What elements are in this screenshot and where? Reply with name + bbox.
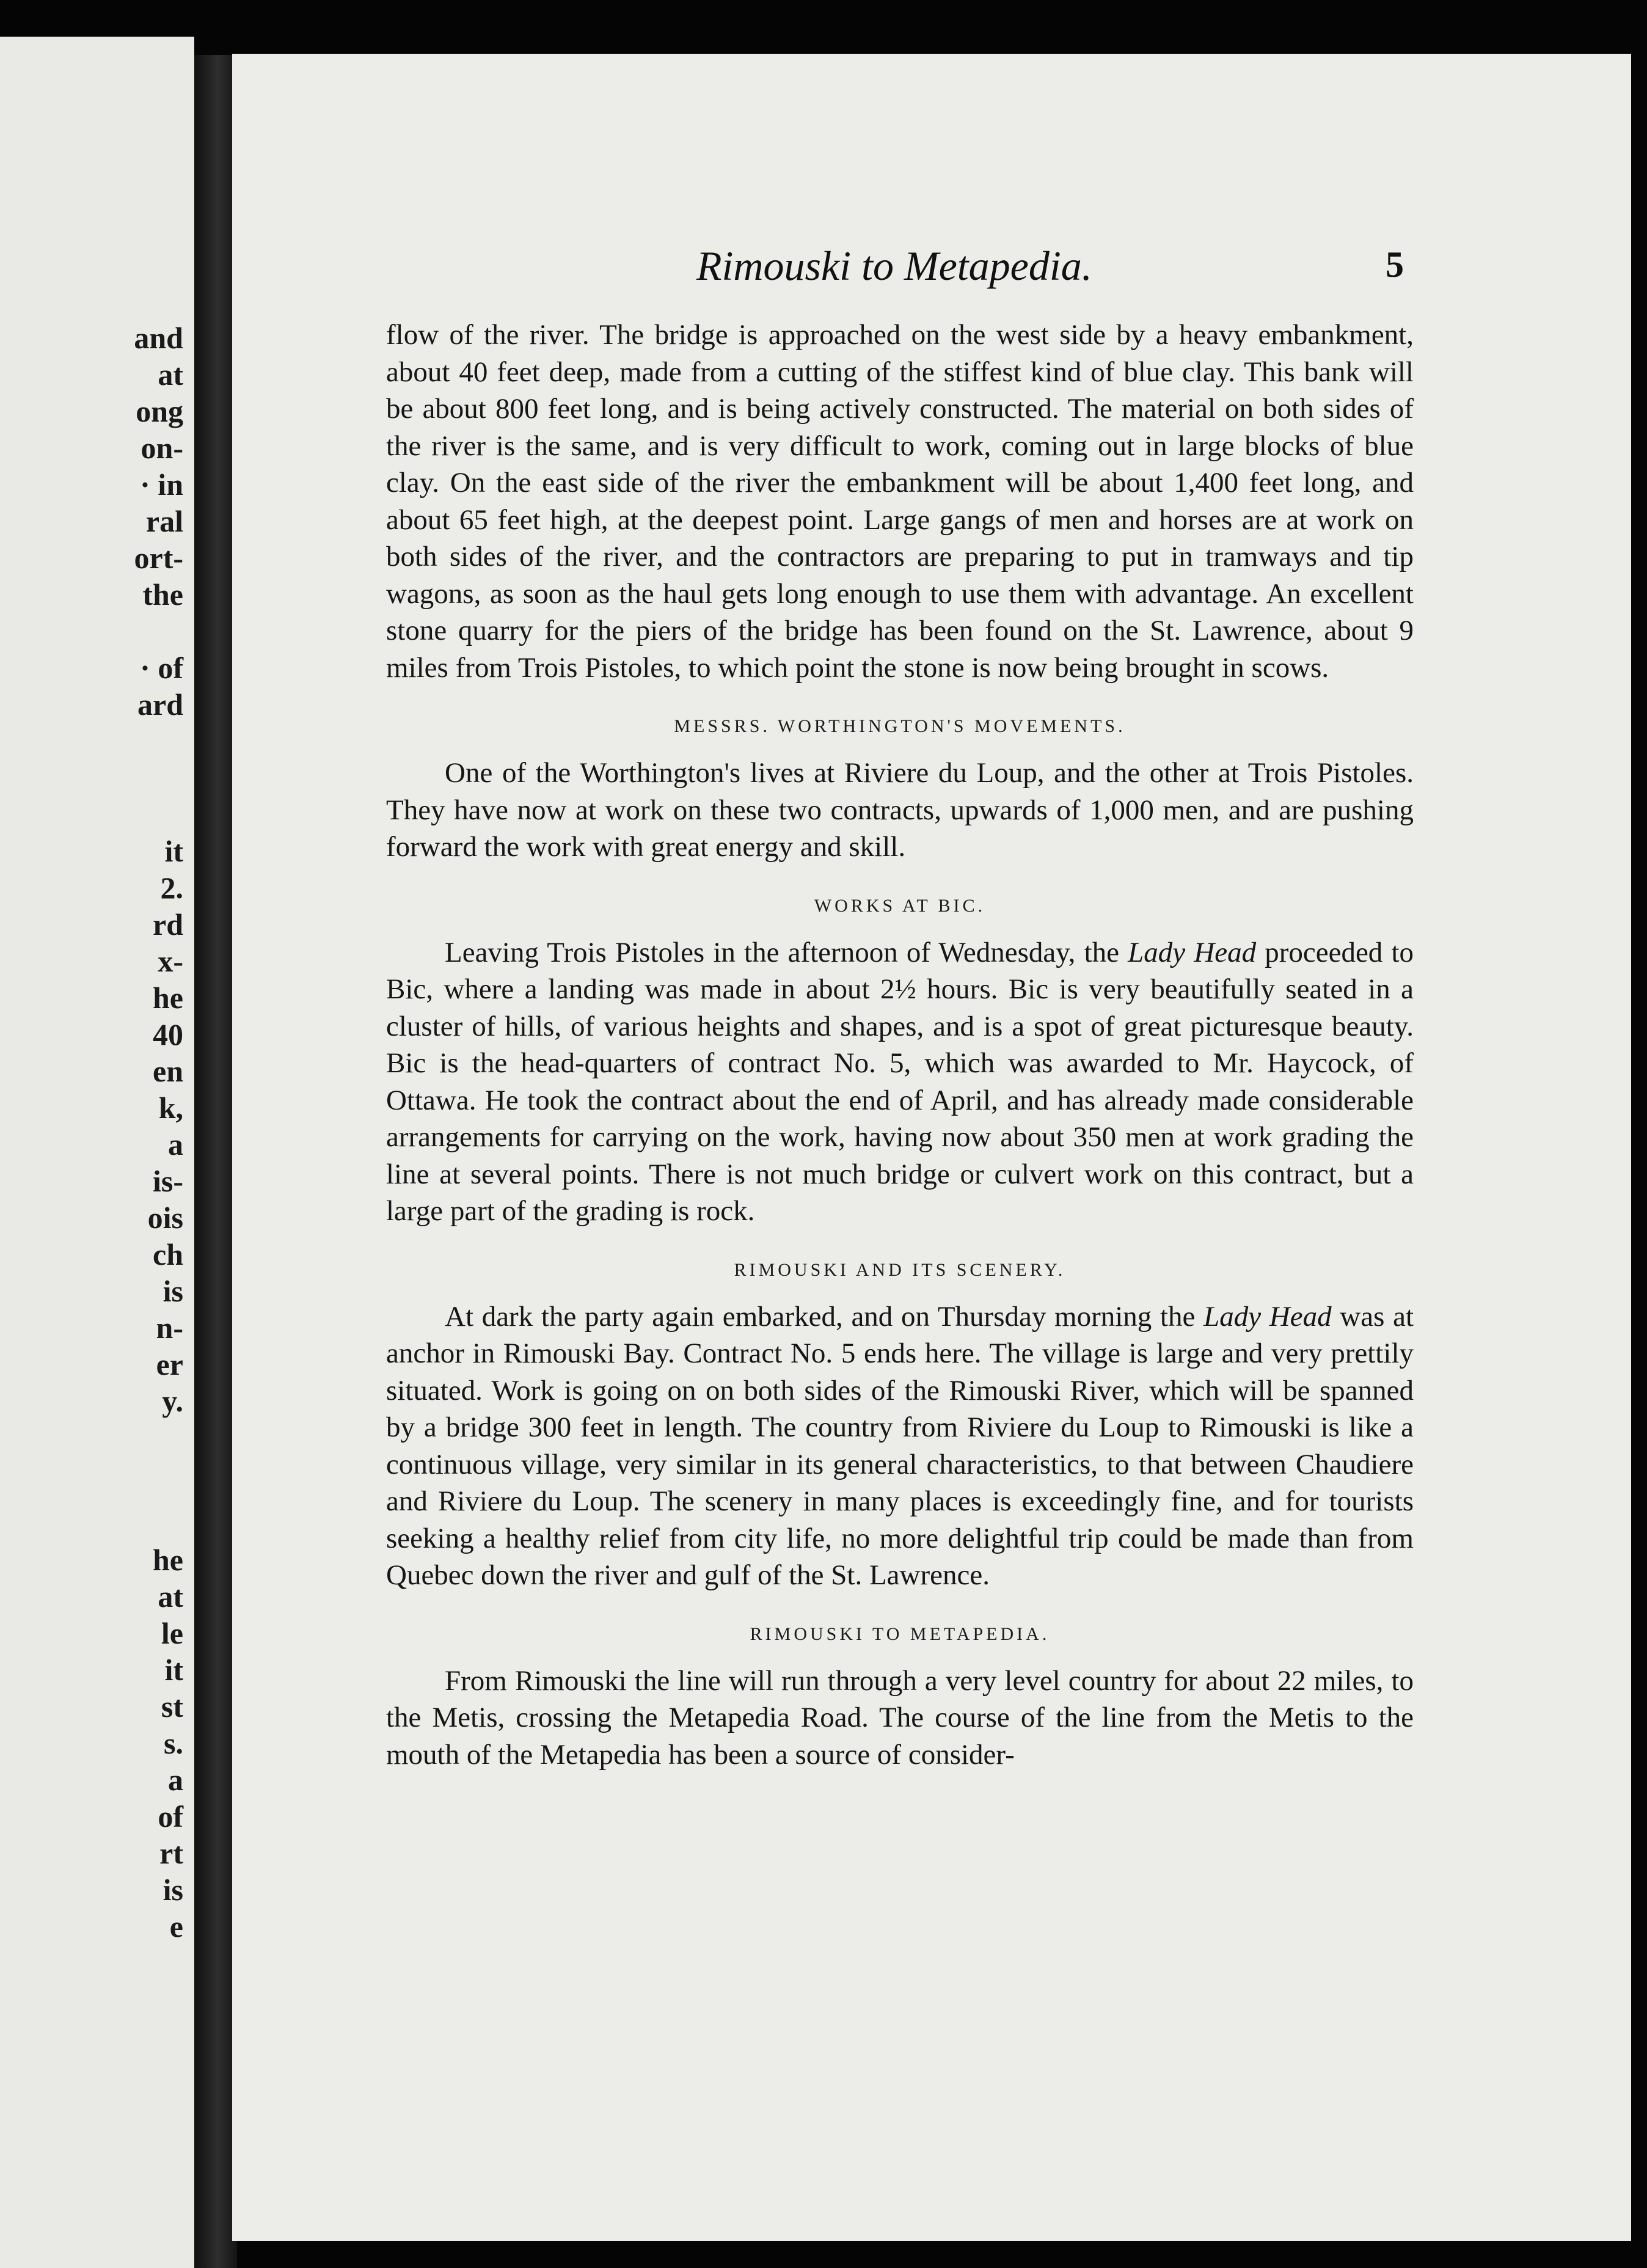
fragment-line: at — [158, 357, 183, 392]
opening-paragraph: flow of the river. The bridge is approached on the west side by a heavy embankment, about 40 feet deep, made from a cutting of the stiffest kind of blue clay. This bank will be about 800 feet long, and is being actively constructed. The material on both sides of the river is the same, and is very difficult to work, coming out in large blocks of blue clay. On the east side of the river the embankment will be about 1,400 feet long, and about 65 feet high, at the deepest point. Large gangs of men and horses are at work on both sides of the river, and the contractors are preparing to put in tramways and tip wagons, as soon as the haul gets long enough to use them with advantage. An excellent stone quarry for the piers of the bridge has been found on the St. Lawrence, about 9 miles from Trois Pistoles, to which point the stone is now being brought in scows. — [386, 319, 1414, 684]
fragment-line: is- — [153, 1164, 183, 1198]
fragment-line: er — [156, 1347, 183, 1381]
previous-page-edge — [0, 37, 194, 2268]
ship-name: Lady Head — [1128, 936, 1257, 968]
fragment-line: 2. — [160, 871, 183, 905]
fragment-line: ch — [153, 1237, 183, 1271]
fragment-line: he — [153, 1543, 183, 1577]
fragment-line: n- — [156, 1311, 183, 1345]
fragment-line: on- — [141, 431, 183, 465]
fragment-line: rt — [159, 1836, 183, 1870]
fragment-line: ong — [136, 394, 183, 428]
fragment-line: it — [164, 1653, 183, 1687]
fragment-line: ois — [147, 1201, 183, 1235]
fragment-line: st — [161, 1689, 183, 1724]
section-heading: WORKS AT BIC. — [814, 895, 986, 916]
section-heading: RIMOUSKI AND ITS SCENERY. — [734, 1259, 1066, 1280]
body-text — [386, 316, 1414, 1773]
fragment-line: le — [161, 1616, 183, 1650]
fragment-line: x- — [158, 944, 183, 978]
ship-name: Lady Head — [1203, 1300, 1332, 1333]
fragment-line: it — [164, 834, 183, 868]
fragment-line: · in — [140, 467, 183, 502]
running-title: Rimouski to Metapedia. — [696, 243, 1092, 289]
fragment-line: ard — [137, 687, 183, 722]
text-run: was at anchor in Rimouski Bay. Contract No. 5 ends here. The village is large and very prettily situated. Work is going on on both sides of the Rimouski River, which will be spanned by a bridge 300 feet in length. The country from Riviere du Loup to Rimouski is like a continuous village, very similar in its general characteristics, to that between Chaudiere and Riviere du Loup. The scenery in many places is exceedingly fine, and for tourists seeking a healthy relief from city life, no more delightful trip could be made than from Quebec down the river and gulf of the St. Lawrence. — [386, 1300, 1414, 1591]
fragment-line: en — [153, 1054, 183, 1088]
fragment-line: a — [168, 1127, 183, 1161]
fragment-line: ort- — [134, 541, 183, 575]
section-paragraph — [386, 934, 1414, 1230]
fragment-line: is — [163, 1274, 183, 1308]
fragment-line: at — [158, 1579, 183, 1614]
text-run: proceeded to Bic, where a landing was made in about 2½ hours. Bic is very beautifully seated in a cluster of hills, of various heights and shapes, and is a spot of great picturesque beauty. Bic is the head-quarters of contract No. 5, which was awarded to Mr. Haycock, of Ottawa. He took the contract about the end of April, and has already made considerable arrangements for carrying on the work, having now about 350 men at work grading the line at several points. There is not much bridge or culvert work on this contract, but a large part of the grading is rock. — [386, 936, 1414, 1227]
fragment-line: s. — [164, 1726, 183, 1760]
fragment-line: y. — [162, 1384, 183, 1418]
fragment-line: the — [142, 577, 183, 612]
text-run: At dark the party again embarked, and on Thursday morning the — [445, 1300, 1204, 1333]
section-paragraph: From Rimouski the line will run through a very level country for about 22 miles, to the Metis, crossing the Metapedia Road. The course of the line from the Metis to the mouth of the Metapedia has been a source of consider- — [386, 1664, 1414, 1771]
fragment-line: k, — [158, 1091, 183, 1125]
fragment-line: e — [169, 1909, 183, 1944]
fragment-line: rd — [153, 907, 183, 942]
section-heading: MESSRS. WORTHINGTON'S MOVEMENTS. — [674, 716, 1126, 736]
fragment-line: a — [168, 1763, 183, 1797]
fragment-line: and — [134, 321, 183, 355]
book-gutter — [194, 55, 237, 2268]
book-page — [232, 54, 1631, 2241]
page-number: 5 — [1386, 244, 1404, 285]
text-run: Leaving Trois Pistoles in the afternoon of Wednesday, the — [445, 936, 1128, 968]
fragment-line: 40 — [153, 1017, 183, 1052]
fragment-line: ral — [145, 504, 183, 538]
fragment-line: · of — [140, 651, 183, 685]
fragment-line: is — [163, 1873, 183, 1907]
fragment-line: he — [153, 981, 183, 1015]
fragment-line: of — [158, 1799, 183, 1834]
section-paragraph — [386, 1298, 1414, 1594]
section-heading: RIMOUSKI TO METAPEDIA. — [750, 1623, 1050, 1644]
section-paragraph: One of the Worthington's lives at Riviere du Loup, and the other at Trois Pistoles. They have now at work on these two contracts, upwards of 1,000 men, and are pushing forward the work with great energy and skill. — [386, 757, 1414, 863]
